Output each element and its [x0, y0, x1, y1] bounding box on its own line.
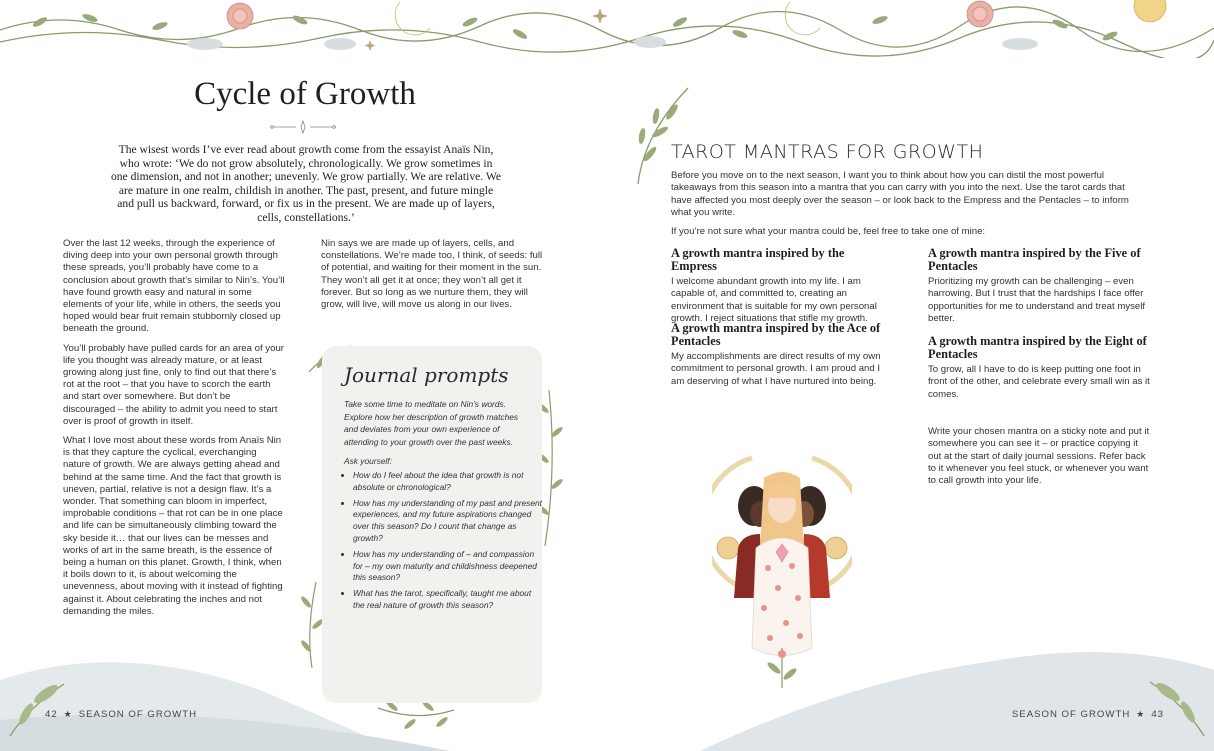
section-heading: TAROT MANTRAS FOR GROWTH — [671, 141, 984, 163]
cloud-icon — [187, 36, 1038, 50]
footer-right — [1012, 709, 1164, 720]
footer-left — [45, 709, 197, 720]
journal-prompt-list — [341, 470, 543, 616]
leaf-sprig-icon — [376, 698, 456, 732]
list-item: • How do I feel about the idea that growth is not absolute or chronological? — [353, 470, 543, 494]
ask-yourself-label: Ask yourself: — [344, 456, 392, 466]
mantra-block — [671, 322, 891, 388]
intro-paragraph-2: If you’re not sure what your mantra could be, feel free to take one of mine: — [671, 226, 986, 237]
body-column-1 — [63, 238, 285, 625]
list-item: • What has the tarot, specifically, taught me about the real nature of growth this season? — [353, 588, 543, 612]
star-icon: ★ — [63, 709, 73, 719]
ornament-divider — [268, 120, 338, 134]
mantra-heading: A growth mantra inspired by the Ace of Pentacles — [671, 321, 881, 348]
page-number: 43 — [1151, 709, 1164, 720]
leaf-sprig-icon — [6, 678, 66, 738]
list-item: • How has my understanding of my past and present experiences, and my future aspirations changed over this season? Do I count that change as growth? — [353, 498, 543, 545]
rose-icon — [227, 1, 993, 29]
mantra-block — [928, 335, 1150, 401]
section-name: SEASON OF GROWTH — [78, 709, 198, 720]
tarot-figures-illustration — [712, 448, 852, 695]
section-name: SEASON OF GROWTH — [1011, 709, 1131, 720]
paragraph: Nin says we are made up of layers, cells, and constellations. We’re made too, I think, of seeds: full of potential, and waiting for their moment in the sun. They won’t all get it at once; they won’t all get it forever. But so long as we nurture them, they will grow, will live, will move us along in our lives. — [321, 238, 543, 311]
paragraph: What I love most about these words from Anaïs Nin is that they capture the cyclical, everchanging nature of growth. We are always getting ahead and behind at the same time. And the fact that growth is uneven, partial, relative is not a design flaw. It’s a wonder. That something can bloom in imperfect, improbable conditions – that rot can be in one place and life can be simultaneously climbing toward the sky beside it… that our lives can be messes and works of art in the same breath, is the essence of being a human on this planet. Growth, I think, when it boils down to it, is about welcoming the unevenness, about moving with it instead of fighting against it. About celebrating the inches and not demanding the miles. — [63, 435, 283, 617]
mantra-heading: A growth mantra inspired by the Five of Pentacles — [928, 246, 1141, 273]
mantra-text: To grow, all I have to do is keep putting one foot in front of the other, and celebrate every small win as it comes. — [928, 364, 1150, 400]
mantra-heading: A growth mantra inspired by the Eight of Pentacles — [928, 334, 1147, 361]
journal-title: Journal prompts — [344, 363, 509, 387]
mantra-text: I welcome abundant growth into my life. I am capable of, and committed to, creating an environment that is suitable for my own personal growth. I reject situations that stifle my growth. — [671, 276, 877, 324]
mantra-block — [928, 247, 1150, 325]
journal-intro: Take some time to meditate on Nin’s words. Explore how her description of growth matches and deviates from your own experience of attending to your growth over the past weeks. — [344, 399, 519, 447]
mantra-text: Prioritizing my growth can be challenging – even harrowing. But I trust that the hardships I face offer opportunities for me to understand and treat myself better. — [928, 276, 1146, 324]
page-number: 42 — [45, 709, 58, 720]
paragraph: Over the last 12 weeks, through the experience of diving deep into your own personal growth through these spreads, you’ll probably have come to a conclusion about growth that’s similar to Nin’s. You’ll have found growth easy and natural in some elements of your life, while in others, the seeds you hoped would bear fruit remain stubbornly closed up beneath the ground. — [63, 238, 285, 335]
intro-paragraph: Before you move on to the next season, I want you to think about how you can distil the most powerful takeaways from this season into a mantra that you can carry with you into the next. Use the tarot cards that have affected you most deeply over the season – or look back to the Empress and the Pentacles – to inform what you write. — [671, 170, 1129, 218]
floral-banner — [0, 0, 1214, 58]
list-item: • How has my understanding of – and compassion for – my own maturity and childishness deepened this season? — [353, 549, 543, 584]
paragraph: You’ll probably have pulled cards for an area of your life you thought was already mature, or at least growing along just fine, only to find out that there’s rot at the root – that you have to scorch the earth and start over somewhere. But don’t be discouraged – the ability to admit you need to start over is proof of growth in itself. — [63, 342, 284, 427]
moon-icon — [395, 0, 1166, 35]
leaf-sprig-icon — [1148, 676, 1208, 738]
body-column-2 — [321, 238, 543, 318]
page-title: Cycle of Growth — [194, 76, 416, 112]
mantra-heading: A growth mantra inspired by the Empress — [671, 246, 845, 273]
star-icon: ★ — [1136, 709, 1146, 719]
mantra-block — [671, 247, 891, 325]
closing-paragraph: Write your chosen mantra on a sticky note and put it somewhere you can see it – or practice copying it out at the start of daily journal sessions. Refer back to it whenever you feel stuck, or whenever you want to call growth into your life. — [928, 426, 1150, 487]
epigraph-quote: The wisest words I’ve ever read about growth come from the essayist Anaïs Nin, who wrote: ‘We do not grow absolutely, chronologically. We grow sometimes in one dimension, and not in another; unevenly. We grow partially. We are relative. We are mature in one realm, childish in another. The past, present, and future mingle and pull us backward, forward, or fix us in the present. We are made up of layers, cells, constellations.’ — [110, 143, 502, 224]
mantra-text: My accomplishments are direct results of my own commitment to personal growth. I am proud and I am deserving of what I have nurtured into being. — [671, 351, 881, 387]
